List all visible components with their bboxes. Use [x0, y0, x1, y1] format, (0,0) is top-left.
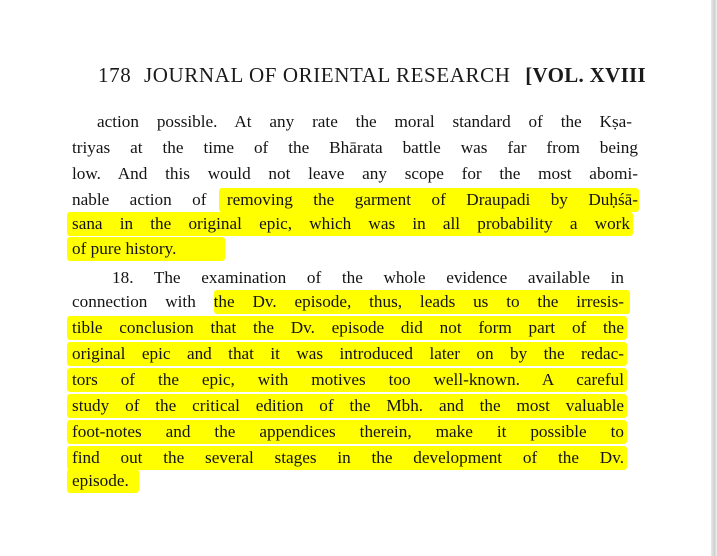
text-line: action possible. At any rate the moral standard of the Kṣa-: [97, 112, 632, 131]
text-line: original epic and that it was introduced later on by the redac-: [72, 344, 624, 363]
text-line: find out the several stages in the development of the Dv.: [72, 448, 624, 467]
text-line: tors of the epic, with motives too well-known. A careful: [72, 370, 624, 389]
text-line: episode.: [72, 471, 129, 490]
text-line: nable action of removing the garment of Draupadi by Duḥśā-: [72, 190, 638, 209]
text-line: study of the critical edition of the Mbh. and the most valuable: [72, 396, 624, 415]
text-line: triyas at the time of the Bhārata battle was far from being: [72, 138, 638, 157]
text-line: connection with the Dv. episode, thus, leads us to the irresis-: [72, 292, 624, 311]
volume-label: [VOL. XVIII: [525, 63, 646, 87]
text-line: low. And this would not leave any scope for the most abomi-: [72, 164, 638, 183]
text-line: 18. The examination of the whole evidence available in: [112, 268, 624, 287]
text-line: tible conclusion that the Dv. episode did not form part of the: [72, 318, 624, 337]
text-line: sana in the original epic, which was in all probability a work: [72, 214, 630, 233]
page-number: 178: [98, 63, 132, 87]
journal-title: JOURNAL OF ORIENTAL RESEARCH: [144, 63, 511, 87]
text-line: foot-notes and the appendices therein, make it possible to: [72, 422, 624, 441]
text-line: of pure history.: [72, 239, 177, 258]
